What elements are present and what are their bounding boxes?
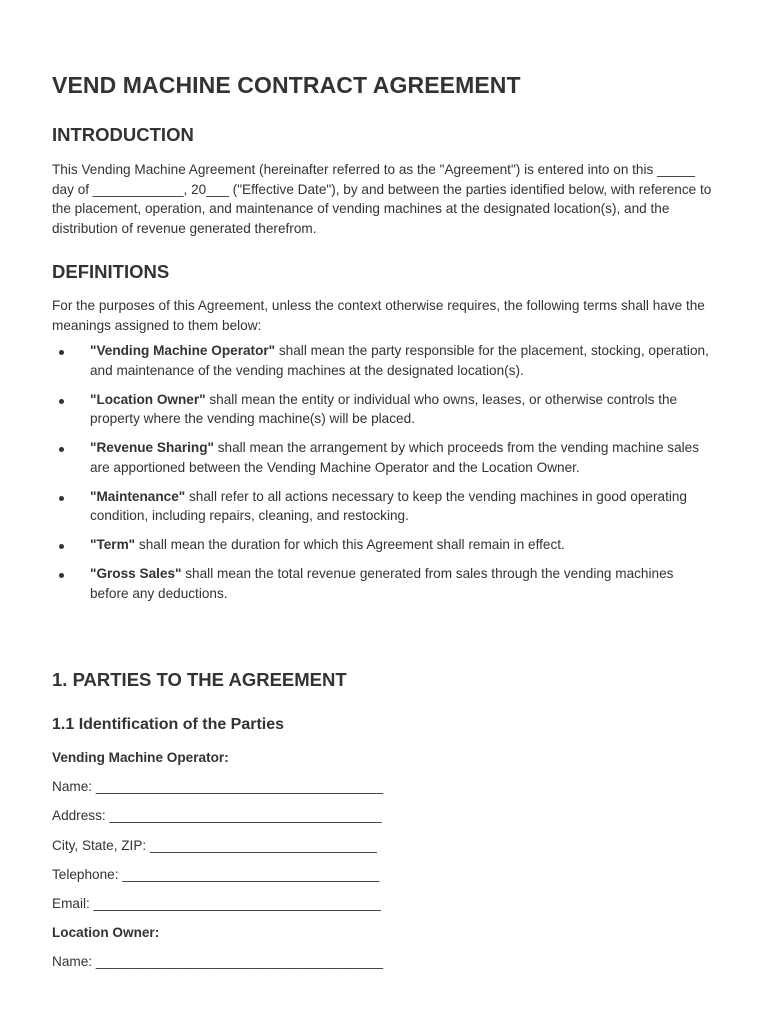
definition-term: "Term" <box>90 537 136 552</box>
owner-name-field[interactable]: Name: ______________________________________ <box>52 954 384 969</box>
definition-item <box>52 390 712 429</box>
bullet-icon <box>59 496 64 501</box>
bullet-icon <box>59 544 64 549</box>
operator-name-field[interactable]: Name: ______________________________________ <box>52 779 384 794</box>
definition-item <box>52 564 712 603</box>
definition-item <box>52 487 712 526</box>
definition-item <box>52 341 712 380</box>
introduction-text: This Vending Machine Agreement (hereinafter referred to as the "Agreement") is entered into on this _____ day of ____________, 20___ ("Effective Date"), by and between the parties identified below, with reference to the placement, operation, and maintenance of vending machines at the designated location(s), and the distribution of revenue generated therefrom. <box>52 162 712 236</box>
definition-term: "Revenue Sharing" <box>90 440 214 455</box>
section1-heading: 1. PARTIES TO THE AGREEMENT <box>52 669 347 690</box>
bullet-icon <box>59 350 64 355</box>
definition-term: "Vending Machine Operator" <box>90 343 276 358</box>
document-title: VEND MACHINE CONTRACT AGREEMENT <box>52 72 521 98</box>
definitions-list <box>52 341 712 613</box>
definition-text: shall mean the duration for which this Agreement shall remain in effect. <box>135 537 565 552</box>
operator-email-field[interactable]: Email: ______________________________________ <box>52 896 381 911</box>
definition-term: "Maintenance" <box>90 488 186 504</box>
bullet-icon <box>59 447 64 452</box>
operator-city-field[interactable]: City, State, ZIP: ______________________________ <box>52 838 377 853</box>
definitions-intro: For the purposes of this Agreement, unless the context otherwise requires, the following terms shall have the meanings assigned to them below: <box>52 298 705 333</box>
definition-text: shall refer to all actions necessary to keep the vending machines in good operating condition, including repairs, cleaning, and restocking. <box>90 488 687 523</box>
introduction-heading: INTRODUCTION <box>52 124 194 145</box>
operator-address-field[interactable]: Address: ____________________________________ <box>52 808 382 823</box>
definition-item <box>52 535 712 555</box>
definitions-heading: DEFINITIONS <box>52 261 170 282</box>
definition-text: shall mean the arrangement by which proceeds from the vending machine sales are apportioned between the Vending Machine Operator and the Location Owner. <box>90 440 700 475</box>
definition-term: "Gross Sales" <box>90 566 182 581</box>
bullet-icon <box>59 573 64 578</box>
section1-1-heading: 1.1 Identification of the Parties <box>52 716 285 733</box>
definition-text: shall mean the party responsible for the placement, stocking, operation, and maintenance of the vending machines at the designated location(s). <box>90 343 709 378</box>
definition-term: "Location Owner" <box>90 391 206 407</box>
definition-item <box>52 438 712 477</box>
definition-text: shall mean the entity or individual who owns, leases, or otherwise controls the property where the vending machine(s) will be placed. <box>90 391 678 426</box>
bullet-icon <box>59 399 64 404</box>
definition-text: shall mean the total revenue generated from sales through the vending machines before any deductions. <box>90 566 674 601</box>
owner-label: Location Owner: <box>52 925 160 940</box>
operator-telephone-field[interactable]: Telephone: __________________________________ <box>52 867 380 882</box>
operator-label: Vending Machine Operator: <box>52 750 229 765</box>
